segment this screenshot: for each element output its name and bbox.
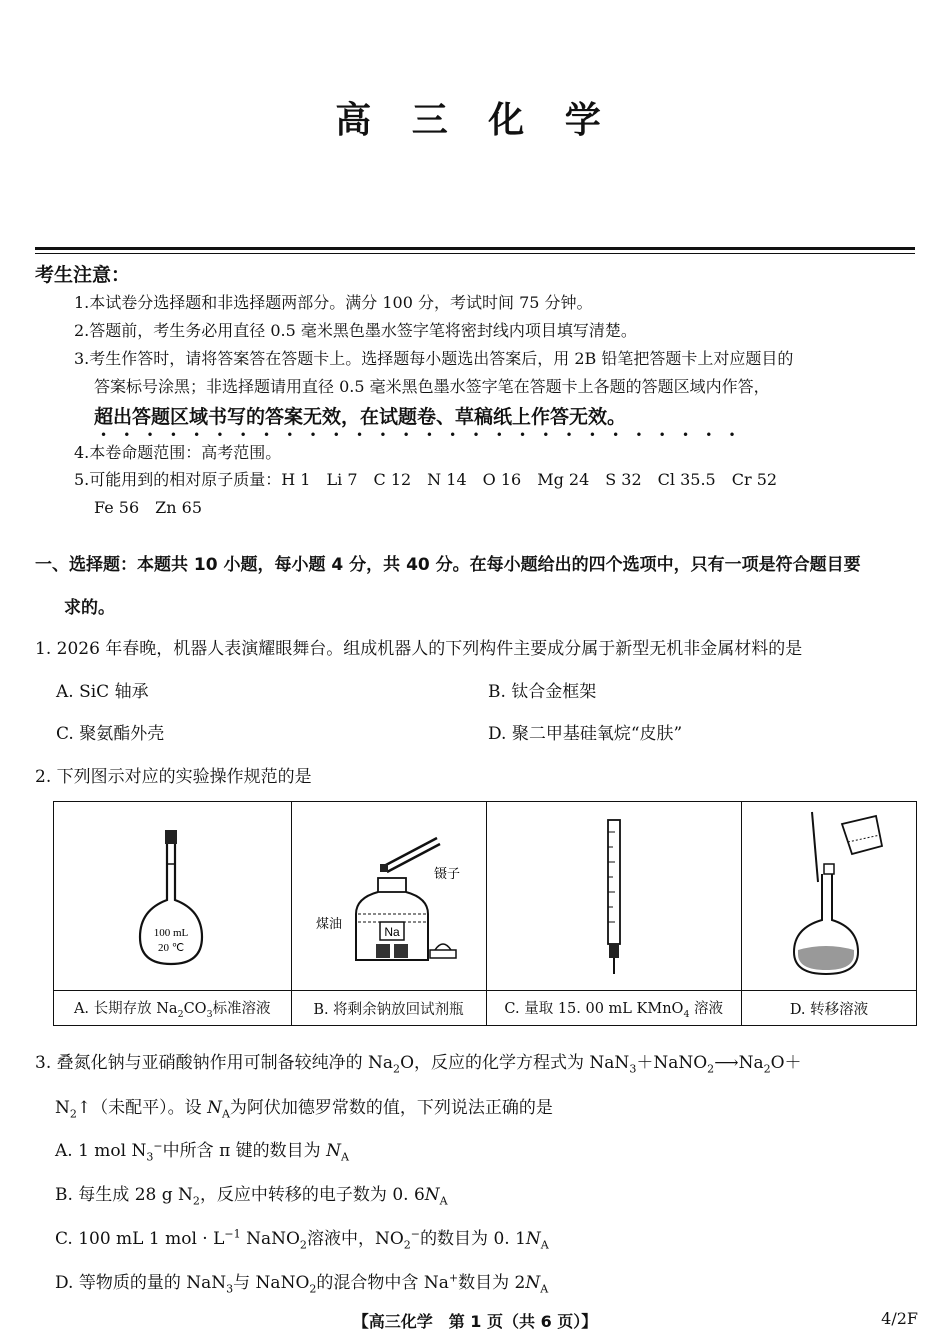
- question-3-option-c: C. 100 mL 1 mol · $L^{-1}$ NaNO$_2$溶液中，$NO_2^-$的数目为 0. $1N_A$: [55, 1227, 549, 1252]
- notice-item-4: 4.本卷命题范围：高考范围。: [74, 443, 282, 462]
- question-3-option-a: A. 1 mol $N_3^-$中所含 π 键的数目为 $N_A$: [55, 1139, 349, 1164]
- page-footer: 【高三化学 第 1 页（共 6 页）】: [352, 1312, 598, 1331]
- notice-emphasis: 超出答题区域书写的答案无效，在试题卷、草稿纸上作答无效。: [94, 406, 627, 428]
- question-3-stem-line2: $N_2↑$（未配平）。设 $N_A$为阿伏加德罗常数的值，下列说法正确的是: [55, 1098, 553, 1121]
- notice-item-3-cont: 答案标号涂黑；非选择题请用直径 0.5 毫米黑色墨水签字笔在答题卡上各题的答题区域内作答，: [94, 377, 770, 396]
- burette-figure: [487, 802, 741, 986]
- flask-temp-label: 20 ℃: [158, 942, 185, 954]
- header-divider-thick: [35, 247, 915, 250]
- header-divider-thin: [35, 253, 915, 254]
- caption-a: A. 长期存放 $Na_2CO_3$标准溶液: [54, 991, 292, 1026]
- question-3-option-d: D. 等物质的量的 NaN$_3$与 NaNO$_2$的混合物中含 Na+数目为 $2N_A$: [55, 1271, 549, 1296]
- notice-item-5: 5.可能用到的相对原子质量：H 1 Li 7 C 12 N 14 O 16 Mg 24 S 32 Cl 35.5 Cr 52: [74, 470, 778, 489]
- question-1-option-c: C. 聚氨酯外壳: [56, 724, 165, 744]
- question-3-stem-line1: 3. 叠氮化钠与亚硝酸钠作用可制备较纯净的 $Na_2O$，反应的化学方程式为 $NaN_3+NaNO_2⟶Na_2O+$: [35, 1053, 802, 1076]
- notice-title: 考生注意：: [35, 264, 131, 286]
- page-code: 4/2F: [881, 1309, 918, 1328]
- question-3-option-b: B. 每生成 28 g $N_2$，反应中转移的电子数为 0. $6N_A$: [55, 1185, 448, 1208]
- sodium-bottle-figure: [292, 802, 486, 986]
- figure-b-cell: [291, 802, 486, 991]
- question-1-option-b: B. 钛合金框架: [488, 682, 597, 702]
- question-2-stem: 2. 下列图示对应的实验操作规范的是: [35, 767, 312, 787]
- caption-d: D. 转移溶液: [742, 991, 917, 1026]
- transfer-solution-figure: [742, 802, 916, 986]
- caption-c: C. 量取 15. 00 mL KMnO$_4$ 溶液: [486, 991, 742, 1026]
- sodium-label: Na: [383, 925, 400, 939]
- figure-a-cell: [54, 802, 292, 991]
- kerosene-label: 煤油: [315, 916, 342, 931]
- section-heading: 一、选择题：本题共 10 小题，每小题 4 分，共 40 分。在每小题给出的四个选项中，只有一项是符合题目要: [35, 555, 861, 575]
- emphasis-dots: ••••••••••••••••••••••••••••: [100, 428, 752, 442]
- experiment-table: [53, 801, 917, 1026]
- notice-item-3: 3.考生作答时，请将答案答在答题卡上。选择题每小题选出答案后，用 2B 铅笔把答题卡上对应题目的: [74, 349, 794, 368]
- flask-volume-label: 100 mL: [153, 927, 189, 939]
- notice-item-2: 2.答题前，考生务必用直径 0.5 毫米黑色墨水签字笔将密封线内项目填写清楚。: [74, 321, 637, 340]
- figure-d-cell: [742, 802, 917, 991]
- question-1-option-d: D. 聚二甲基硅氧烷“皮肤”: [488, 724, 683, 744]
- page-title: 高 三 化 学: [335, 99, 615, 141]
- figure-c-cell: [486, 802, 742, 991]
- notice-item-5-cont: Fe 56 Zn 65: [94, 498, 203, 517]
- caption-b: B. 将剩余钠放回试剂瓶: [291, 991, 486, 1026]
- notice-item-1: 1.本试卷分选择题和非选择题两部分。满分 100 分，考试时间 75 分钟。: [74, 293, 593, 312]
- section-heading-cont: 求的。: [64, 598, 115, 618]
- tweezers-label: 镊子: [433, 866, 460, 881]
- volumetric-flask-figure: [54, 802, 290, 986]
- question-1-option-a: A. SiC 轴承: [56, 682, 149, 702]
- question-1-stem: 1. 2026 年春晚，机器人表演耀眼舞台。组成机器人的下列构件主要成分属于新型无机非金属材料的是: [35, 639, 803, 659]
